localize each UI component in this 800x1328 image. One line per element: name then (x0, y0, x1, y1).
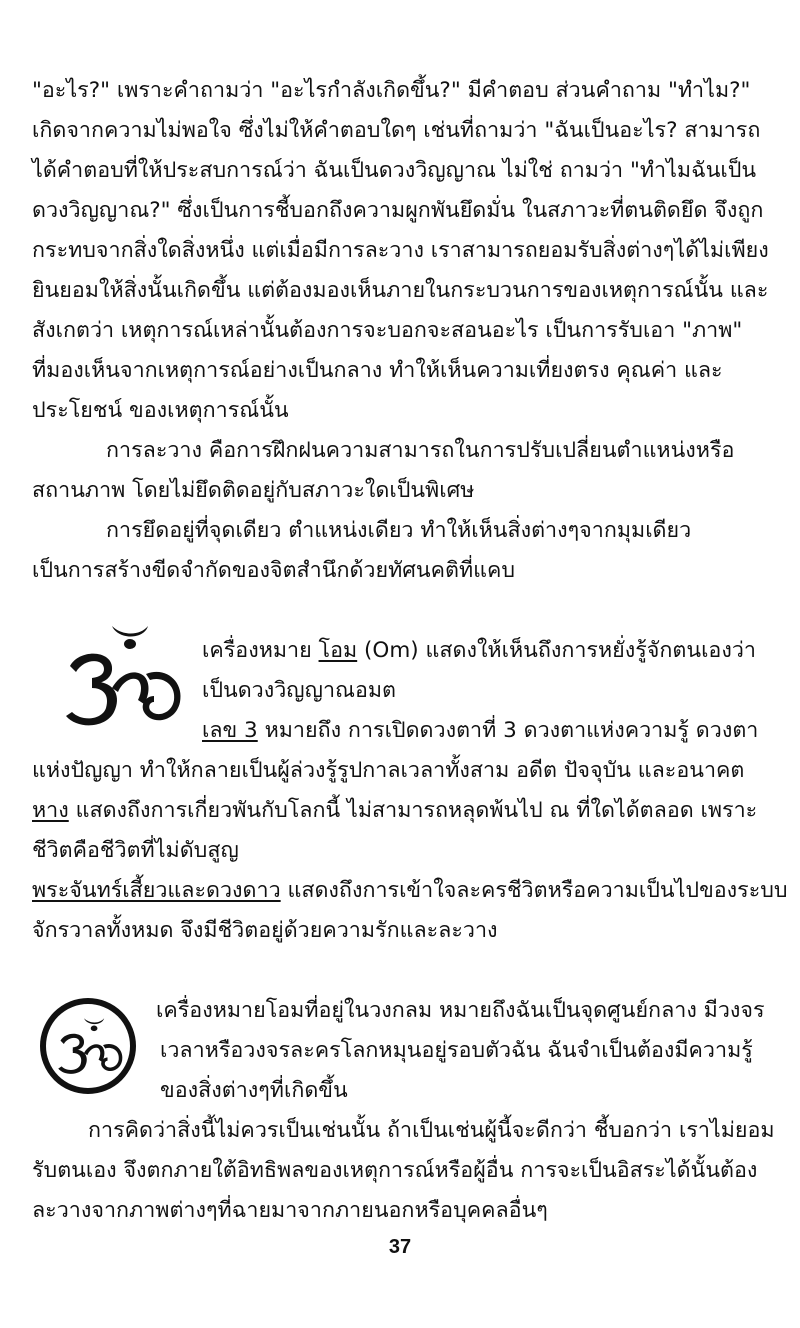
text-line (202, 716, 758, 746)
om-term: โอม (318, 638, 358, 663)
text-line (32, 796, 757, 826)
text-line: ชีวิตคือชีวิตที่ไม่ดับสูญ (32, 838, 239, 863)
page-number: 37 (388, 1236, 412, 1258)
text-line: เกิดจากความไม่พอใจ ซึ่งไม่ให้คำตอบใดๆ เช่นที่ถามว่า "ฉันเป็นอะไร? สามารถ (32, 118, 761, 143)
text-span: เครื่องหมาย (202, 638, 319, 663)
number-three-term: เลข 3 (202, 718, 258, 743)
text-line: เป็นดวงวิญญาณอมต (202, 678, 397, 703)
text-span: แสดงถึงการเกี่ยวพันกับโลกนี้ ไม่สามารถหลุดพ้นไป ณ ที่ใดได้ตลอด เพราะ (68, 798, 758, 823)
text-span: หมายถึง การเปิดดวงตาที่ 3 ดวงตาแห่งความรู้ ดวงตา (257, 718, 759, 743)
text-line: ประโยชน์ ของเหตุการณ์นั้น (32, 398, 289, 423)
text-line: กระทบจากสิ่งใดสิ่งหนึ่ง แต่เมื่อมีการละวาง เราสามารถยอมรับสิ่งต่างๆได้ไม่เพียง (32, 238, 769, 263)
text-line (202, 636, 756, 666)
text-span: แสดงถึงการเข้าใจละครชีวิตหรือความเป็นไปของระบบ (280, 878, 788, 903)
text-line: เป็นการสร้างขีดจำกัดของจิตสำนึกด้วยทัศนคติที่แคบ (32, 558, 516, 583)
text-line: แห่งปัญญา ทำให้กลายเป็นผู้ล่วงรู้รูปกาลเวลาทั้งสาม อดีต ปัจจุบัน และอนาคต (32, 758, 745, 783)
text-line: ยินยอมให้สิ่งนั้นเกิดขึ้น แต่ต้องมองเห็นภายในกระบวนการของเหตุการณ์นั้น และ (32, 278, 769, 303)
text-line: สังเกตว่า เหตุการณ์เหล่านั้นต้องการจะบอกจะสอนอะไร เป็นการรับเอา "ภาพ" (32, 318, 743, 343)
crescent-star-term: พระจันทร์เสี้ยวและดวงดาว (32, 878, 281, 903)
text-line: สถานภาพ โดยไม่ยึดติดอยู่กับสภาวะใดเป็นพิเศษ (32, 478, 475, 503)
text-line: การยึดอยู่ที่จุดเดียว ตำแหน่งเดียว ทำให้เห็นสิ่งต่างๆจากมุมเดียว (106, 518, 692, 543)
text-line: จักรวาลทั้งหมด จึงมีชีวิตอยู่ด้วยความรักและละวาง (32, 918, 498, 943)
text-line: การคิดว่าสิ่งนี้ไม่ควรเป็นเช่นนั้น ถ้าเป็นเช่นผู้นี้จะดีกว่า ชี้บอกว่า เราไม่ยอม (88, 1118, 775, 1143)
text-line: เวลาหรือวงจรละครโลกหมุนอยู่รอบตัวฉัน ฉันจำเป็นต้องมีความรู้ (160, 1038, 753, 1063)
text-line: ได้คำตอบที่ให้ประสบการณ์ว่า ฉันเป็นดวงวิญญาณ ไม่ใช่ ถามว่า "ทำไมฉันเป็น (32, 158, 757, 183)
text-line: ของสิ่งต่างๆที่เกิดขึ้น (160, 1078, 348, 1103)
tail-term: หาง (32, 798, 69, 823)
om-circle-symbol-icon (38, 996, 138, 1096)
text-line: ละวางจากภาพต่างๆที่ฉายมาจากภายนอกหรือบุคคลอื่นๆ (32, 1198, 548, 1223)
text-line: "อะไร?" เพราะคำถามว่า "อะไรกำลังเกิดขึ้น?" มีคำตอบ ส่วนคำถาม "ทำไม?" (32, 78, 751, 103)
text-line: ที่มองเห็นจากเหตุการณ์อย่างเป็นกลาง ทำให้เห็นความเที่ยงตรง คุณค่า และ (32, 358, 723, 383)
text-line: เครื่องหมายโอมที่อยู่ในวงกลม หมายถึงฉันเป็นจุดศูนย์กลาง มีวงจร (156, 998, 765, 1023)
text-span: (Om) แสดงให้เห็นถึงการหยั่งรู้จักตนเองว่า (357, 638, 756, 663)
om-symbol-icon (62, 622, 186, 732)
text-line: ดวงวิญญาณ?" ซึ่งเป็นการชี้บอกถึงความผูกพันยึดมั่น ในสภาวะที่ตนติดยึด จึงถูก (32, 198, 764, 223)
text-line (32, 876, 788, 906)
text-line: การละวาง คือการฝึกฝนความสามารถในการปรับเปลี่ยนตำแหน่งหรือ (106, 438, 735, 463)
text-line: รับตนเอง จึงตกภายใต้อิทธิพลของเหตุการณ์หรือผู้อื่น การจะเป็นอิสระได้นั้นต้อง (32, 1158, 758, 1183)
